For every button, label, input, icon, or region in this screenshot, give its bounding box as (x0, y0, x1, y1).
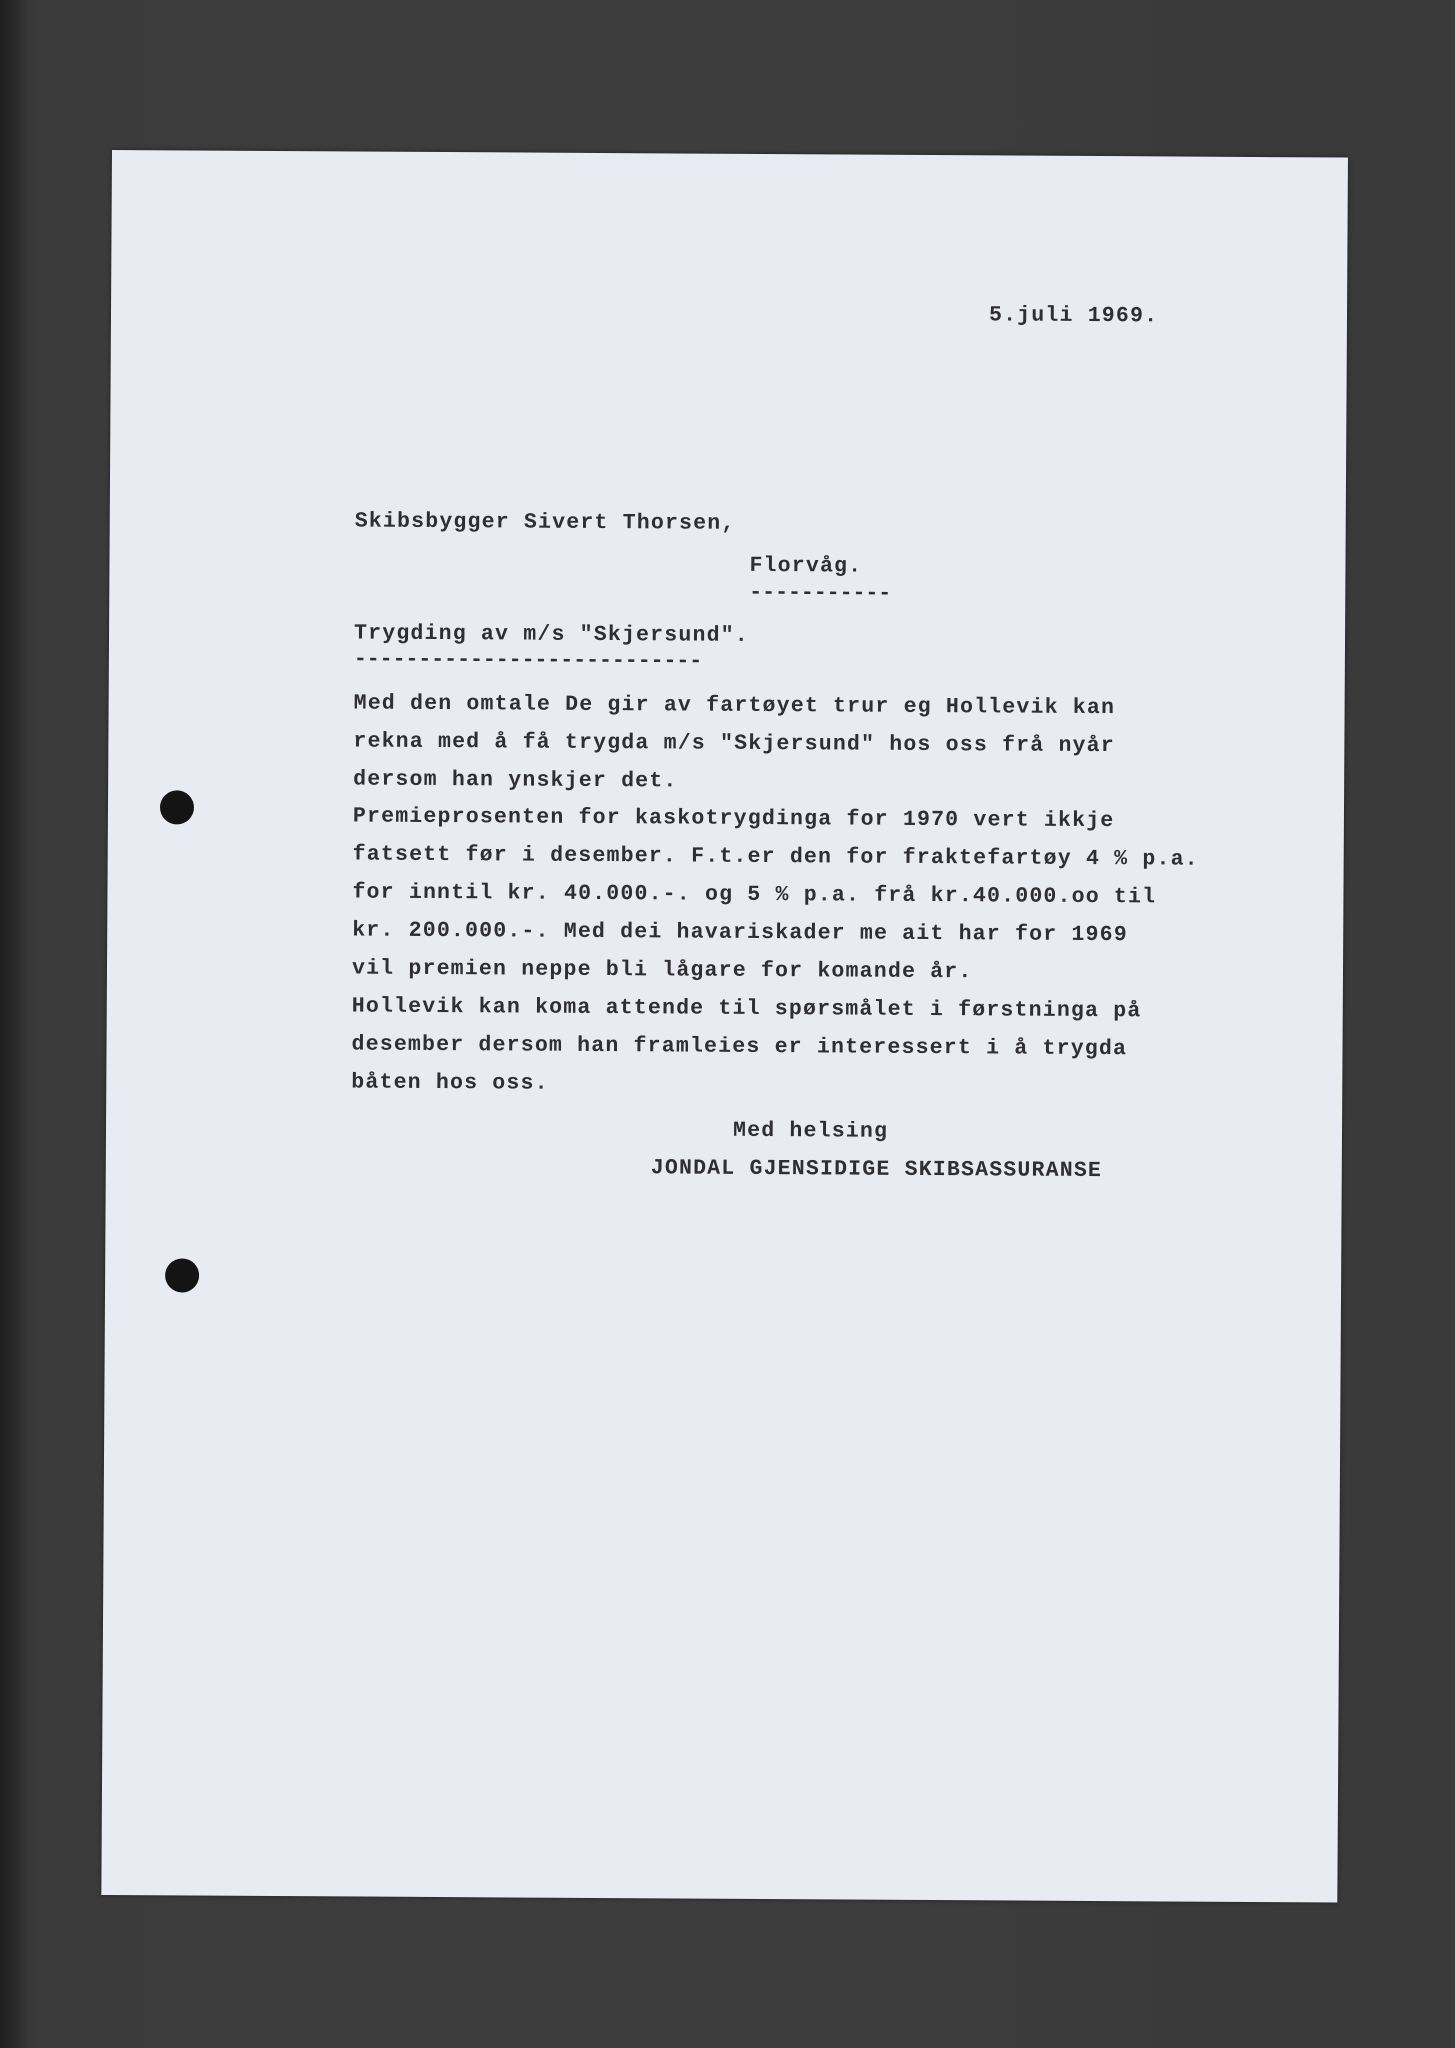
body-line: båten hos oss. (351, 1070, 549, 1096)
addressee-place: Florvåg. (749, 553, 863, 579)
body-line: rekna med å få trygda m/s "Skjersund" hos oss frå nyår (353, 729, 1115, 759)
sender-name: JONDAL GJENSIDIGE SKIBSASSURANSE (650, 1156, 1103, 1184)
addressee: Skibsbygger Sivert Thorsen, (354, 509, 736, 536)
body-line: desember dersom han framleies er interessert i å trygda (351, 1032, 1128, 1062)
body-line: dersom han ynskjer det. (353, 767, 678, 794)
body-line: vil premien neppe bli lågare for komande år. (351, 956, 973, 985)
place-underline: ----------- (749, 580, 892, 606)
body-line: kr. 200.000.-. Med dei havariskader me ait har for 1969 (352, 918, 1128, 948)
closing: Med helsing (732, 1118, 889, 1144)
letter-sheet (101, 150, 1348, 1903)
punch-hole-top (160, 790, 194, 824)
body-line: Hollevik kan koma attende til spørsmålet i førstninga på (351, 994, 1142, 1024)
binder-edge (0, 0, 30, 2048)
punch-hole-bottom (165, 1258, 199, 1292)
letter-date: 5.juli 1969. (988, 303, 1159, 329)
subject-underline: --------------------------- (353, 647, 703, 674)
body-line: fatsett før i desember. F.t.er den for fraktefartøy 4 % p.a. (352, 842, 1199, 872)
body-line: for inntil kr. 40.000.-. og 5 % p.a. frå kr.40.000.oo til (352, 880, 1157, 910)
subject-line: Trygding av m/s "Skjersund". (353, 621, 749, 648)
body-line: Med den omtale De gir av fartøyet trur eg Hollevik kan (353, 691, 1116, 721)
body-line: Premieprosenten for kaskotrygdinga for 1970 vert ikkje (352, 804, 1115, 834)
